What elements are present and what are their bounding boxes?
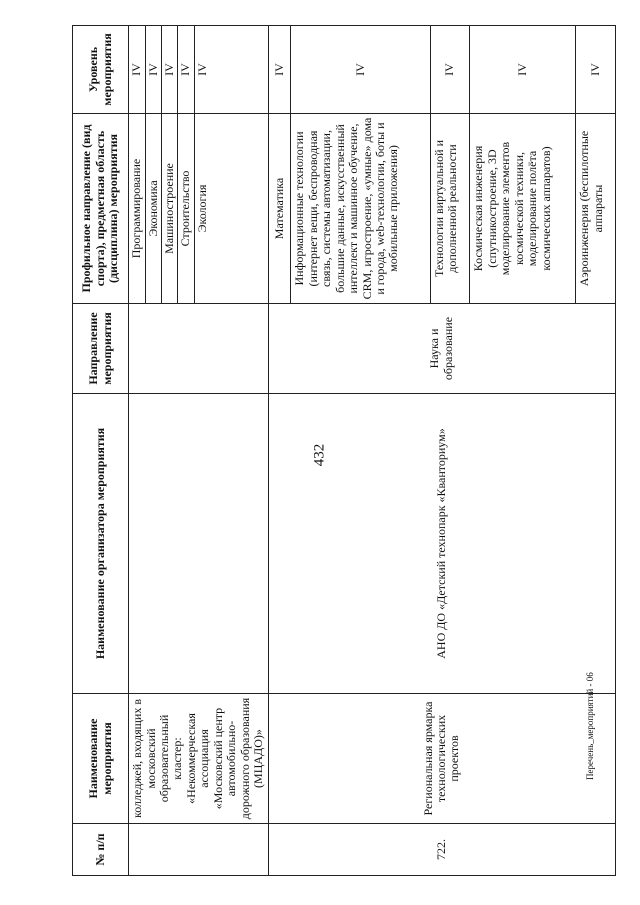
level-item: IV	[129, 26, 145, 113]
table-row-722	[268, 26, 291, 876]
cell-profile: Информационные технологии (интернет вещи, беспроводная связь, системы автоматизации, большие данные, искусственный интеллект и машинное обучение, CRM, игростроение, «умные» дома и города, web-технологии, боты и мобильные приложения)	[291, 114, 430, 304]
profile-item: Экономика	[145, 114, 161, 303]
level-item: IV	[178, 26, 194, 113]
cell-num: 722.	[268, 824, 615, 876]
header-direction: Направление мероприятия	[73, 304, 129, 394]
cell-level: IV	[268, 26, 291, 114]
table-row-previous	[129, 26, 268, 876]
cell-direction: Наука и образование	[268, 304, 615, 394]
profile-item: Строительство	[178, 114, 194, 303]
cell-event-name: Региональная ярмарка технологических проектов	[268, 694, 615, 824]
events-table	[72, 25, 616, 876]
profiles-subtable	[129, 114, 210, 303]
events-table-container	[72, 26, 616, 876]
levels-subtable	[129, 26, 210, 113]
level-item: IV	[194, 63, 209, 76]
cell-profile: Космическая инженерия (спутникостроение, 3D моделирование элементов космической техники, моделирование полёта космических аппаратов)	[470, 114, 576, 304]
cell-level: IV	[430, 26, 470, 114]
profile-item: Программирование	[129, 114, 145, 303]
cell-profile: Технологии виртуальной и дополненной реальности	[430, 114, 470, 304]
cell-levels	[129, 26, 268, 114]
profile-item: Экология	[194, 184, 209, 233]
header-organizer: Наименование организатора мероприятия	[73, 394, 129, 694]
table-header-row	[73, 26, 129, 876]
cell-direction	[129, 304, 268, 394]
cell-event-name: колледжей, входящих в московский образовательный кластер: «Некоммерческая ассоциация «Московский центр автомобильно-дорожного образования (МЦАДО)»	[129, 694, 268, 824]
cell-profiles	[129, 114, 268, 304]
cell-num	[129, 824, 268, 876]
cell-profile: Аэроинженерия (беспилотные аппараты	[576, 114, 616, 304]
cell-level: IV	[576, 26, 616, 114]
header-level: Уровень мероприятия	[73, 26, 129, 114]
cell-profile: Математика	[268, 114, 291, 304]
level-item: IV	[145, 26, 161, 113]
header-num: № п/п	[73, 824, 129, 876]
cell-organizer	[129, 394, 268, 694]
level-item: IV	[162, 26, 178, 113]
cell-organizer: АНО ДО «Детский технопарк «Кванториум»	[268, 394, 615, 694]
cell-level: IV	[291, 26, 430, 114]
header-profile: Профильное направление (вид спорта), предметная область (дисциплина) мероприятия	[73, 114, 129, 304]
footer-text: Перечень_мероприятий - 06	[585, 672, 595, 780]
page-number: 432	[311, 443, 328, 467]
header-event-name: Наименование мероприятия	[73, 694, 129, 824]
cell-level: IV	[470, 26, 576, 114]
profile-item: Машиностроение	[162, 114, 178, 303]
